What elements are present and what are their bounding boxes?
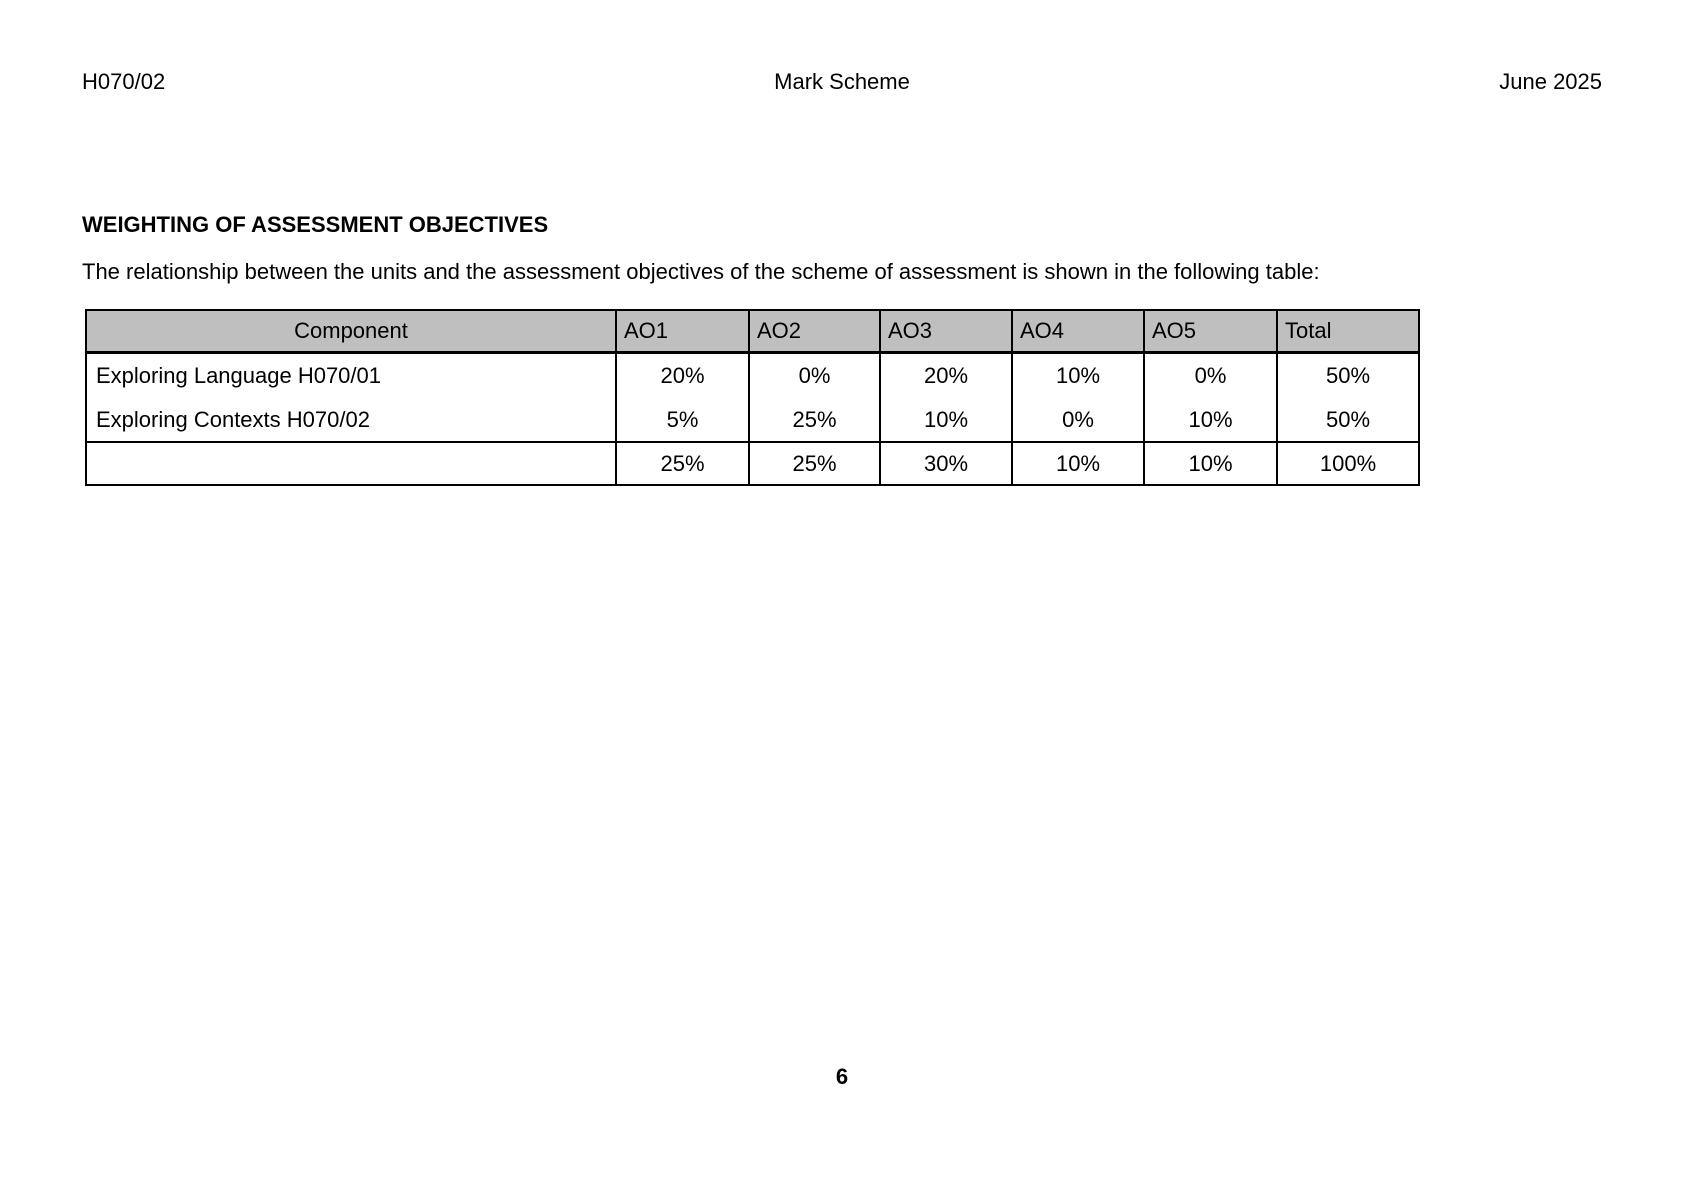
- col-header-ao5: AO5: [1144, 310, 1277, 352]
- weighting-table: [85, 309, 1420, 486]
- col-header-total: Total: [1277, 310, 1419, 352]
- cell-total: 50%: [1277, 352, 1419, 398]
- table-row-exploring-language: [86, 352, 1419, 398]
- table-row-totals: [86, 442, 1419, 485]
- cell-ao2-total: 25%: [749, 442, 880, 485]
- cell-ao5: 0%: [1144, 352, 1277, 398]
- cell-ao4: 10%: [1012, 352, 1144, 398]
- section-heading: WEIGHTING OF ASSESSMENT OBJECTIVES: [82, 212, 549, 237]
- cell-ao1-total: 25%: [616, 442, 749, 485]
- cell-ao1: 20%: [616, 352, 749, 398]
- table-row-exploring-contexts: [86, 398, 1419, 442]
- cell-ao2: 25%: [749, 398, 880, 442]
- cell-ao4: 0%: [1012, 398, 1144, 442]
- cell-component-empty: [86, 442, 616, 485]
- col-header-ao4: AO4: [1012, 310, 1144, 352]
- page-header: [82, 68, 1602, 95]
- cell-grand-total: 100%: [1277, 442, 1419, 485]
- cell-component: Exploring Contexts H070/02: [86, 398, 616, 442]
- intro-text: The relationship between the units and the assessment objectives of the scheme of assessment is shown in the following table:: [82, 259, 1320, 284]
- header-center-title: Mark Scheme: [774, 69, 910, 94]
- header-left-code: H070/02: [82, 69, 166, 94]
- col-header-component: Component: [86, 310, 616, 352]
- header-right-date: June 2025: [1499, 69, 1603, 94]
- cell-ao2: 0%: [749, 352, 880, 398]
- col-header-ao2: AO2: [749, 310, 880, 352]
- col-header-ao3: AO3: [880, 310, 1012, 352]
- cell-ao3: 20%: [880, 352, 1012, 398]
- cell-ao5: 10%: [1144, 398, 1277, 442]
- cell-total: 50%: [1277, 398, 1419, 442]
- cell-component: Exploring Language H070/01: [86, 352, 616, 398]
- page-number: 6: [835, 1064, 849, 1089]
- cell-ao5-total: 10%: [1144, 442, 1277, 485]
- cell-ao3-total: 30%: [880, 442, 1012, 485]
- col-header-ao1: AO1: [616, 310, 749, 352]
- table-header-row: [86, 310, 1419, 352]
- cell-ao1: 5%: [616, 398, 749, 442]
- cell-ao4-total: 10%: [1012, 442, 1144, 485]
- cell-ao3: 10%: [880, 398, 1012, 442]
